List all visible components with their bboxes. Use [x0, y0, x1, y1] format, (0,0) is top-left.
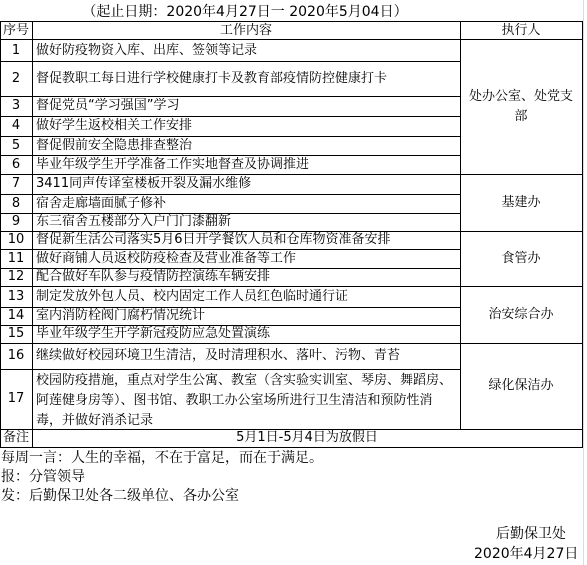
row-content: 督促教职工每日进行学校健康打卡及教育部疫情防控健康打卡 [36, 70, 388, 86]
remark-text: 5月1日-5月4日为放假日 [236, 430, 378, 445]
table-border [0, 429, 583, 430]
row-content: 督促新生活公司落实5月6日开学餐饮人员和仓库物资准备安排 [36, 232, 391, 247]
header-content: 工作内容 [219, 22, 272, 38]
row-no: 8 [11, 195, 21, 211]
row-no: 10 [7, 232, 25, 247]
row-no: 11 [7, 250, 25, 266]
row-content: 毕业年级学生开学新冠疫防应急处置演练 [36, 326, 271, 341]
date-range-title: （起止日期：2020年4月27日一 2020年5月04日） [82, 4, 408, 20]
table-border [0, 116, 460, 117]
table-border [0, 286, 583, 287]
owner-security: 治安综合办 [488, 306, 554, 322]
table-border [0, 21, 583, 22]
remark-label: 备注 [2, 430, 29, 445]
table-border [32, 21, 33, 448]
table-border [0, 194, 460, 195]
row-content: 做好商铺人员返校防疫检查及营业准备等工作 [36, 250, 297, 266]
table-border [0, 447, 583, 448]
table-border [0, 343, 583, 344]
row-content: 继续做好校园环境卫生清洁，及时清理积水、落叶、污物、青苔 [36, 348, 401, 363]
table-border [0, 325, 460, 326]
table-border [0, 61, 460, 62]
row-content: 配合做好车队参与疫情防控演练车辆安排 [36, 269, 271, 284]
row-no: 3 [11, 98, 21, 113]
table-border [0, 136, 460, 137]
header-owner: 执行人 [501, 22, 541, 38]
distribute-to: 发：后勤保卫处各二级单位、各办公室 [1, 488, 239, 504]
owner-office: 处办公室、处党支部 [468, 89, 573, 124]
row-content: 督促党员“学习强国”学习 [36, 98, 180, 113]
row-content: 做好学生返校相关工作安排 [36, 118, 193, 133]
table-border [0, 307, 460, 308]
report-to: 报：分管领导 [1, 469, 85, 485]
header-no: 序号 [2, 22, 29, 38]
owner-canteen: 食管办 [501, 250, 541, 266]
row-no: 9 [11, 214, 21, 229]
weekly-motto: 每周一言：人生的幸福，不在于富足，而在于满足。 [1, 450, 323, 466]
table-border [0, 369, 460, 370]
row-no: 1 [11, 42, 21, 58]
table-border [0, 174, 583, 175]
row-no: 14 [7, 308, 25, 323]
row-no: 6 [11, 156, 21, 172]
row-no: 13 [7, 288, 25, 304]
row-no: 4 [11, 118, 21, 133]
owner-greening: 绿化保洁办 [488, 378, 554, 393]
row-content: 制定发放外包人员、校内固定工作人员红色临时通行证 [36, 288, 349, 304]
table-border [0, 213, 460, 214]
table-border [0, 21, 1, 448]
row-no: 2 [11, 70, 21, 86]
row-no: 17 [7, 391, 25, 406]
row-no: 5 [11, 137, 21, 153]
issue-date: 2020年4月27日 [474, 546, 579, 562]
table-border [0, 249, 460, 250]
row-content: 督促假前安全隐患排查整治 [36, 137, 193, 153]
row-content: 校园防疫措施，重点对学生公寓、教室（含实验实训室、琴房、舞蹈房、阿莲健身房等）、图书馆、教职工办公室场所进行卫生清洁和预防性消毒，并做好消杀记录 [36, 373, 453, 428]
table-border [0, 96, 460, 97]
row-content: 室内消防栓阀门腐朽情况统计 [36, 308, 206, 323]
table-border [460, 21, 461, 429]
row-content: 东三宿舍五楼部分入户门门漆翻新 [36, 214, 232, 229]
row-no: 15 [7, 326, 25, 341]
row-content: 毕业年级学生开学准备工作实地督查及协调推进 [36, 156, 310, 172]
table-border [0, 155, 460, 156]
table-border [0, 39, 583, 40]
owner-construction: 基建办 [501, 194, 541, 210]
issuer-signature: 后勤保卫处 [496, 526, 566, 542]
grid-line [583, 0, 584, 565]
table-border [0, 268, 460, 269]
row-no: 12 [7, 269, 25, 284]
row-no: 7 [11, 176, 21, 191]
table-border [0, 231, 583, 232]
row-content: 宿舍走廊墙面腻子修补 [36, 195, 167, 211]
row-content: 3411同声传译室楼板开裂及漏水维修 [36, 176, 252, 191]
row-content: 做好防疫物资入库、出库、签领等记录 [36, 42, 258, 58]
table-border [582, 21, 583, 448]
row-no: 16 [7, 348, 25, 363]
